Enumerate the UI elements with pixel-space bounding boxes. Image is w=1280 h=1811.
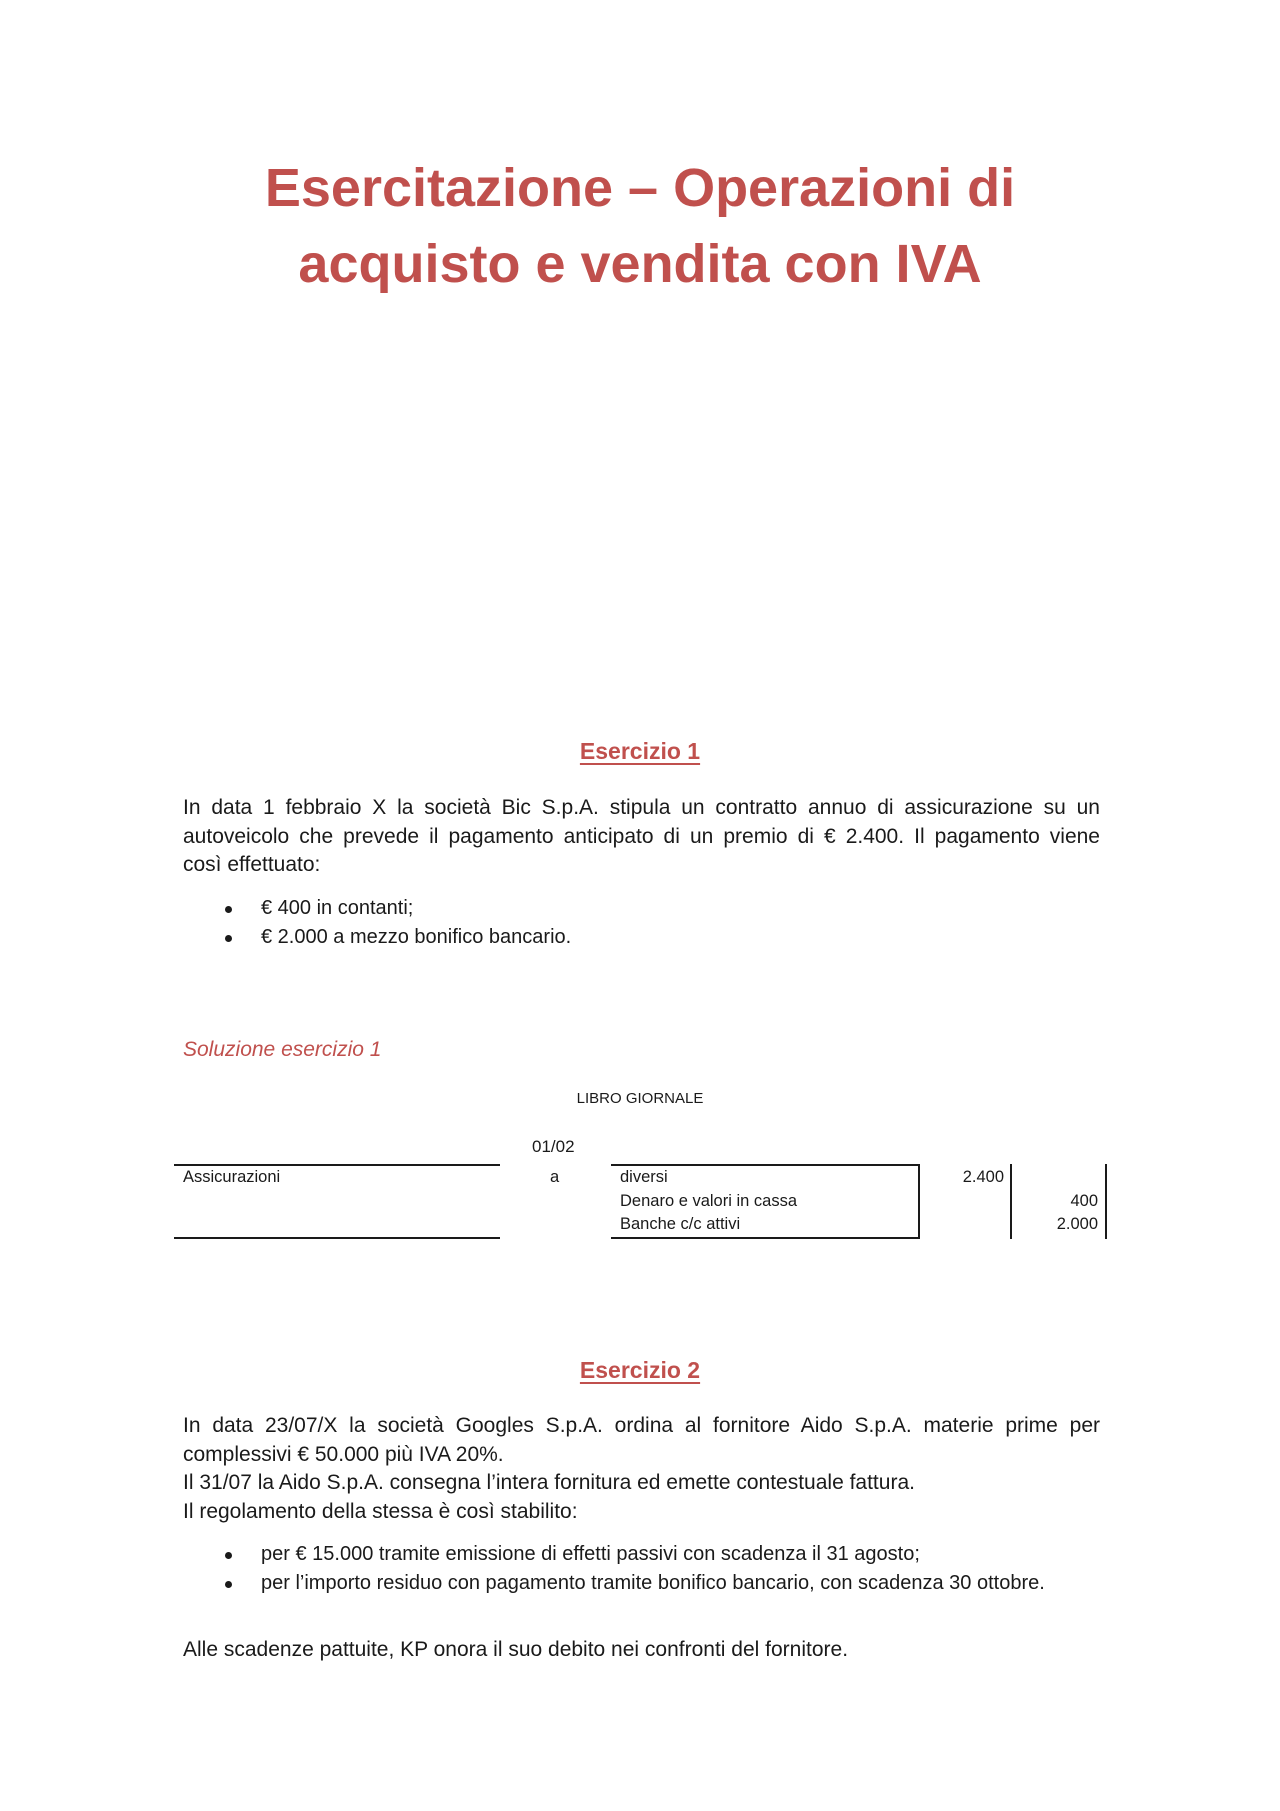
- divider: [174, 1237, 500, 1239]
- closing-text: Alle scadenze pattuite, KP onora il suo debito nei confronti del fornitore.: [183, 1638, 849, 1661]
- divider: [1010, 1164, 1012, 1239]
- list-item: per l’importo residuo con pagamento tramite bonifico bancario, con scadenza 30 ottobre.: [183, 1569, 1045, 1598]
- exercise-2-bullets: [183, 1540, 1045, 1597]
- ledger-title: LIBRO GIORNALE: [576, 1090, 704, 1107]
- list-item: € 2.000 a mezzo bonifico bancario.: [183, 923, 571, 952]
- document-title: [160, 150, 1120, 302]
- solution-1-label: Soluzione esercizio 1: [183, 1038, 382, 1061]
- divider: [1105, 1164, 1107, 1239]
- exercise-2-heading: Esercizio 2: [579, 1357, 701, 1383]
- text-line: Il regolamento della stessa è così stabilito:: [183, 1499, 578, 1523]
- text-line: Il 31/07 la Aido S.p.A. consegna l’intera fornitura ed emette contestuale fattura.: [183, 1471, 915, 1494]
- exercise-2-text: [183, 1412, 1100, 1526]
- text-line: In data 1 febbraio X la società Bic S.p.A. stipula un contratto annuo di assicurazione su un: [183, 796, 1100, 819]
- credit-amount: 2.000: [1056, 1215, 1098, 1233]
- title-line-2: acquisto e vendita con IVA: [298, 234, 982, 294]
- credit-amount: 400: [1070, 1192, 1098, 1210]
- exercise-1-text: [183, 794, 1100, 880]
- text-line: autoveicolo che prevede il pagamento anticipato di un premio di € 2.400. Il pagamento viene: [183, 824, 1100, 848]
- text-line: In data 23/07/X la società Googles S.p.A. ordina al fornitore Aido S.p.A. materie prime per: [183, 1414, 1100, 1437]
- exercise-2-closing: [183, 1636, 1100, 1665]
- entry-total: 2.400: [962, 1168, 1004, 1186]
- debit-account: Assicurazioni: [183, 1168, 281, 1186]
- text-line: così effettuato:: [183, 853, 321, 876]
- exercise-1-heading: Esercizio 1: [579, 738, 701, 764]
- divider: [918, 1164, 920, 1239]
- title-line-1: Esercitazione – Operazioni di: [264, 158, 1016, 218]
- credit-header: diversi: [620, 1168, 668, 1186]
- divider: [174, 1164, 500, 1166]
- divider: [611, 1237, 919, 1239]
- list-item: € 400 in contanti;: [183, 894, 571, 923]
- text-line: complessivi € 50.000 più IVA 20%.: [183, 1442, 504, 1466]
- divider: [611, 1164, 919, 1166]
- list-item: per € 15.000 tramite emissione di effetti passivi con scadenza il 31 agosto;: [183, 1540, 1045, 1569]
- credit-account: Banche c/c attivi: [620, 1215, 741, 1233]
- exercise-1-bullets: [183, 894, 571, 951]
- credit-account: Denaro e valori in cassa: [620, 1192, 798, 1210]
- entry-connector: a: [550, 1168, 560, 1186]
- entry-date: 01/02: [532, 1137, 575, 1156]
